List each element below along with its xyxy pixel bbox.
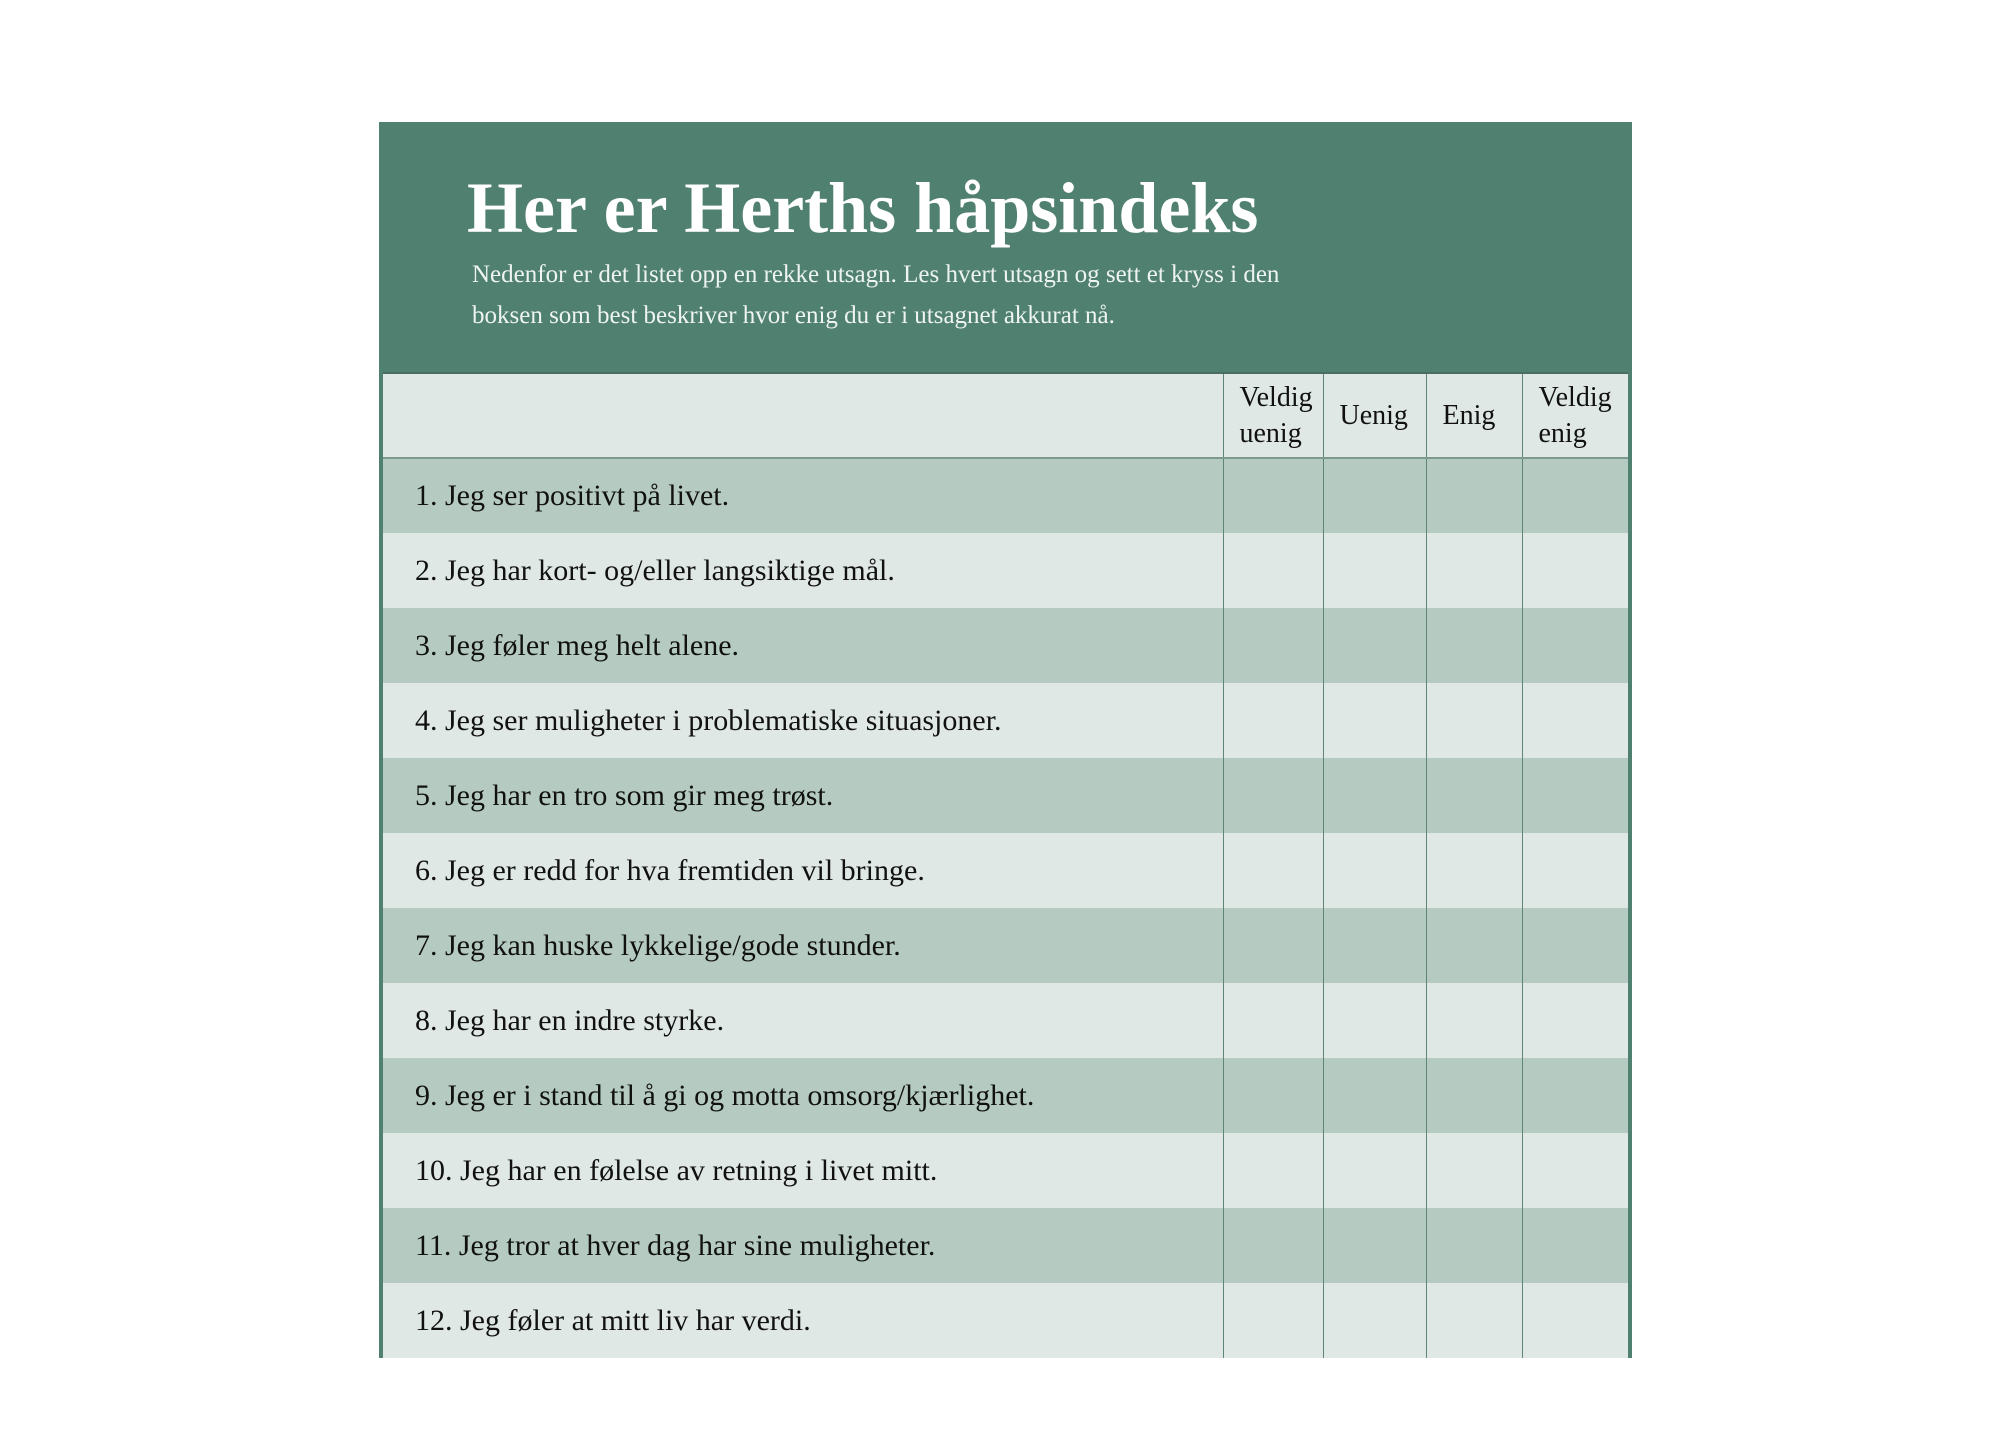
answer-cell-uenig[interactable] [1323, 1208, 1426, 1283]
answer-cell-uenig[interactable] [1323, 1058, 1426, 1133]
answer-cell-veldig-uenig[interactable] [1223, 983, 1323, 1058]
statement-text: 12. Jeg føler at mitt liv har verdi. [383, 1283, 1223, 1358]
answer-cell-uenig[interactable] [1323, 758, 1426, 833]
answer-cell-uenig[interactable] [1323, 1133, 1426, 1208]
answer-cell-veldig-uenig[interactable] [1223, 758, 1323, 833]
answer-cell-uenig[interactable] [1323, 908, 1426, 983]
answer-cell-veldig-enig[interactable] [1522, 758, 1628, 833]
statement-row [383, 1133, 1628, 1208]
answer-cell-enig[interactable] [1426, 608, 1522, 683]
statement-row [383, 1283, 1628, 1358]
answer-cell-veldig-uenig[interactable] [1223, 608, 1323, 683]
answer-cell-uenig[interactable] [1323, 983, 1426, 1058]
statement-row [383, 983, 1628, 1058]
answer-cell-veldig-enig[interactable] [1522, 1283, 1628, 1358]
answer-cell-veldig-enig[interactable] [1522, 1133, 1628, 1208]
statement-row [383, 458, 1628, 533]
answer-cell-enig[interactable] [1426, 1133, 1522, 1208]
answer-cell-veldig-uenig[interactable] [1223, 1208, 1323, 1283]
statement-row [383, 908, 1628, 983]
answer-cell-enig[interactable] [1426, 833, 1522, 908]
answer-cell-veldig-enig[interactable] [1522, 458, 1628, 533]
survey-rows [383, 458, 1628, 1358]
statement-row [383, 533, 1628, 608]
statement-row [383, 1208, 1628, 1283]
answer-cell-enig[interactable] [1426, 1058, 1522, 1133]
answer-cell-veldig-enig[interactable] [1522, 983, 1628, 1058]
survey-table [383, 374, 1628, 1358]
answer-cell-uenig[interactable] [1323, 683, 1426, 758]
statement-row [383, 758, 1628, 833]
answer-cell-enig[interactable] [1426, 758, 1522, 833]
answer-cell-veldig-enig[interactable] [1522, 683, 1628, 758]
card-header [379, 122, 1632, 372]
answer-cell-veldig-uenig[interactable] [1223, 1283, 1323, 1358]
answer-cell-uenig[interactable] [1323, 1283, 1426, 1358]
statement-text: 6. Jeg er redd for hva fremtiden vil bringe. [383, 833, 1223, 908]
statement-row [383, 683, 1628, 758]
page-title: Her er Herths håpsindeks [467, 168, 1259, 248]
header-row [383, 374, 1628, 458]
column-header-enig: Enig [1426, 374, 1522, 458]
statement-row [383, 608, 1628, 683]
answer-cell-veldig-uenig[interactable] [1223, 833, 1323, 908]
statement-row [383, 833, 1628, 908]
statement-text: 1. Jeg ser positivt på livet. [383, 458, 1223, 533]
answer-cell-veldig-uenig[interactable] [1223, 683, 1323, 758]
column-header-veldig-uenig: Veldig uenig [1223, 374, 1323, 458]
hope-index-card [379, 122, 1632, 1358]
column-header-veldig-enig: Veldig enig [1522, 374, 1628, 458]
answer-cell-enig[interactable] [1426, 533, 1522, 608]
answer-cell-veldig-enig[interactable] [1522, 533, 1628, 608]
statement-text: 7. Jeg kan huske lykkelige/gode stunder. [383, 908, 1223, 983]
answer-cell-enig[interactable] [1426, 908, 1522, 983]
answer-cell-veldig-uenig[interactable] [1223, 458, 1323, 533]
answer-cell-uenig[interactable] [1323, 458, 1426, 533]
answer-cell-enig[interactable] [1426, 983, 1522, 1058]
statement-text: 2. Jeg har kort- og/eller langsiktige mål. [383, 533, 1223, 608]
answer-cell-uenig[interactable] [1323, 608, 1426, 683]
statement-text: 3. Jeg føler meg helt alene. [383, 608, 1223, 683]
statement-text: 10. Jeg har en følelse av retning i livet mitt. [383, 1133, 1223, 1208]
answer-cell-enig[interactable] [1426, 1208, 1522, 1283]
answer-cell-veldig-uenig[interactable] [1223, 1133, 1323, 1208]
statement-text: 4. Jeg ser muligheter i problematiske situasjoner. [383, 683, 1223, 758]
answer-cell-veldig-uenig[interactable] [1223, 1058, 1323, 1133]
answer-cell-enig[interactable] [1426, 683, 1522, 758]
statement-row [383, 1058, 1628, 1133]
answer-cell-veldig-uenig[interactable] [1223, 908, 1323, 983]
statement-text: 11. Jeg tror at hver dag har sine muligheter. [383, 1208, 1223, 1283]
answer-cell-veldig-uenig[interactable] [1223, 533, 1323, 608]
column-header-uenig: Uenig [1323, 374, 1426, 458]
statement-text: 8. Jeg har en indre styrke. [383, 983, 1223, 1058]
answer-cell-veldig-enig[interactable] [1522, 608, 1628, 683]
intro-text: Nedenfor er det listet opp en rekke utsagn. Les hvert utsagn og sett et kryss i den boksen som best beskriver hvor enig du er i utsagnet akkurat nå. [472, 261, 1280, 329]
answer-cell-veldig-enig[interactable] [1522, 1208, 1628, 1283]
answer-cell-veldig-enig[interactable] [1522, 833, 1628, 908]
answer-cell-veldig-enig[interactable] [1522, 1058, 1628, 1133]
survey-table-box [383, 372, 1628, 1354]
answer-cell-uenig[interactable] [1323, 533, 1426, 608]
answer-cell-enig[interactable] [1426, 1283, 1522, 1358]
statement-text: 5. Jeg har en tro som gir meg trøst. [383, 758, 1223, 833]
statement-column-header [383, 374, 1223, 458]
answer-cell-uenig[interactable] [1323, 833, 1426, 908]
answer-cell-veldig-enig[interactable] [1522, 908, 1628, 983]
answer-cell-enig[interactable] [1426, 458, 1522, 533]
statement-text: 9. Jeg er i stand til å gi og motta omsorg/kjærlighet. [383, 1058, 1223, 1133]
